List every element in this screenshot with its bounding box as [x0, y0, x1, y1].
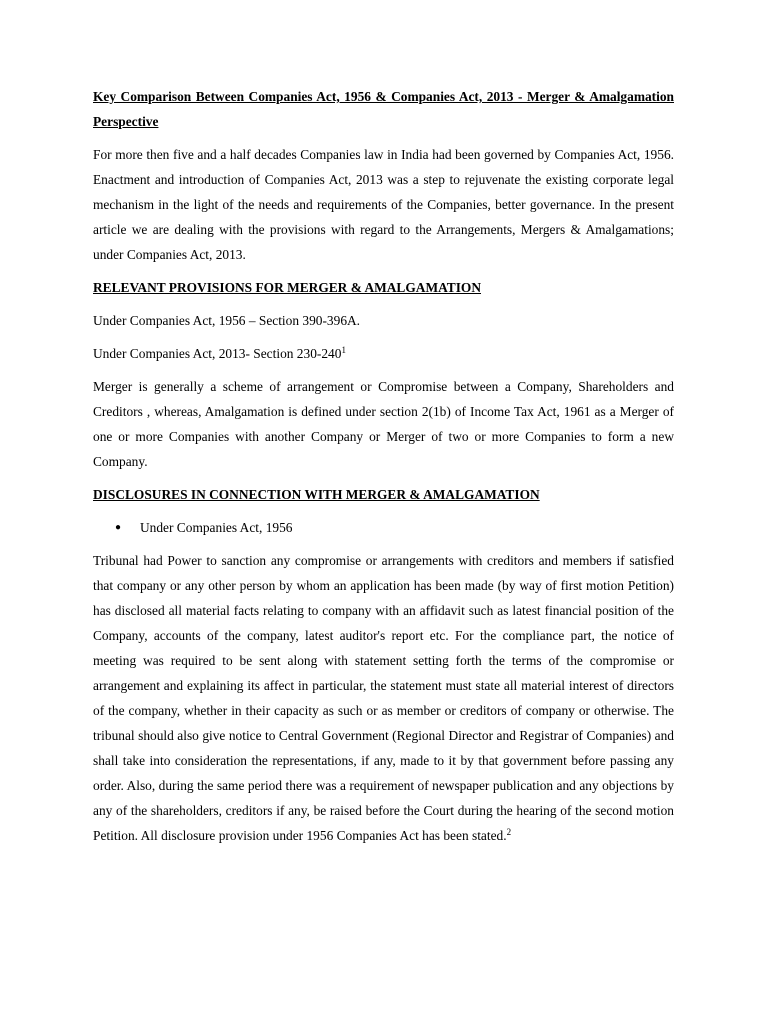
intro-paragraph: For more then five and a half decades Companies law in India had been governed by Companies Act, 1956. Enactment and introduction of Companies Act, 2013 was a step to rejuvenate the existing corporate legal mechanism in the light of the needs and requirements of the Companies, better governance. In the present article we are dealing with the provisions with regard to the Arrangements, Mergers & Amalgamations; under Companies Act, 2013. — [93, 147, 674, 262]
footnote-ref-2[interactable]: 2 — [506, 827, 512, 837]
merger-definition-paragraph: Merger is generally a scheme of arrangement or Compromise between a Company, Shareholders and Creditors , whereas, Amalgamation is defined under section 2(1b) of Income Tax Act, 1961 as a Merger of one or more Companies with another Company or Merger of two or more Companies to form a new Company. — [93, 379, 674, 469]
footnote-ref-1[interactable]: 1 — [341, 345, 346, 355]
bullet-text: Under Companies Act, 1956 — [140, 520, 293, 535]
document-title: Key Comparison Between Companies Act, 1956 & Companies Act, 2013 - Merger & Amalgamation Perspective — [93, 89, 674, 129]
section-heading-disclosures: DISCLOSURES IN CONNECTION WITH MERGER & AMALGAMATION — [93, 487, 540, 502]
tribunal-paragraph — [93, 548, 674, 848]
bullet-item-1956 — [93, 515, 674, 540]
provision-2013-line — [93, 341, 674, 366]
bullet-icon: ● — [115, 522, 122, 533]
document-page — [93, 84, 674, 856]
tribunal-paragraph-text: Tribunal had Power to sanction any compromise or arrangements with creditors and members if satisfied that company or any other person by whom an application has been made (by way of first motion Petition) has disclosed all material facts relating to company with an affidavit such as latest financial position of the Company, accounts of the company, latest auditor's report etc. For the compliance part, the notice of meeting was required to be sent along with statement setting forth the terms of the compromise or arrangement and explaining its affect in particular, the statement must state all material interest of directors of the company, whether in their capacity as such or as member or creditors of company or otherwise. The tribunal should also give notice to Central Government (Regional Director and Registrar of Companies) and shall take into consideration the representations, if any, made to it by that government before passing any order. Also, during the same period there was a requirement of newspaper publication and any objections by any of the shareholders, creditors if any, be raised before the Court during the hearing of the second motion Petition. All disclosure provision under 1956 Companies Act has been stated. — [93, 553, 674, 843]
provision-2013-text: Under Companies Act, 2013- Section 230-240 — [93, 346, 342, 361]
provision-1956-line: Under Companies Act, 1956 – Section 390-396A. — [93, 313, 361, 328]
section-heading-relevant-provisions: RELEVANT PROVISIONS FOR MERGER & AMALGAMATION — [93, 280, 481, 295]
